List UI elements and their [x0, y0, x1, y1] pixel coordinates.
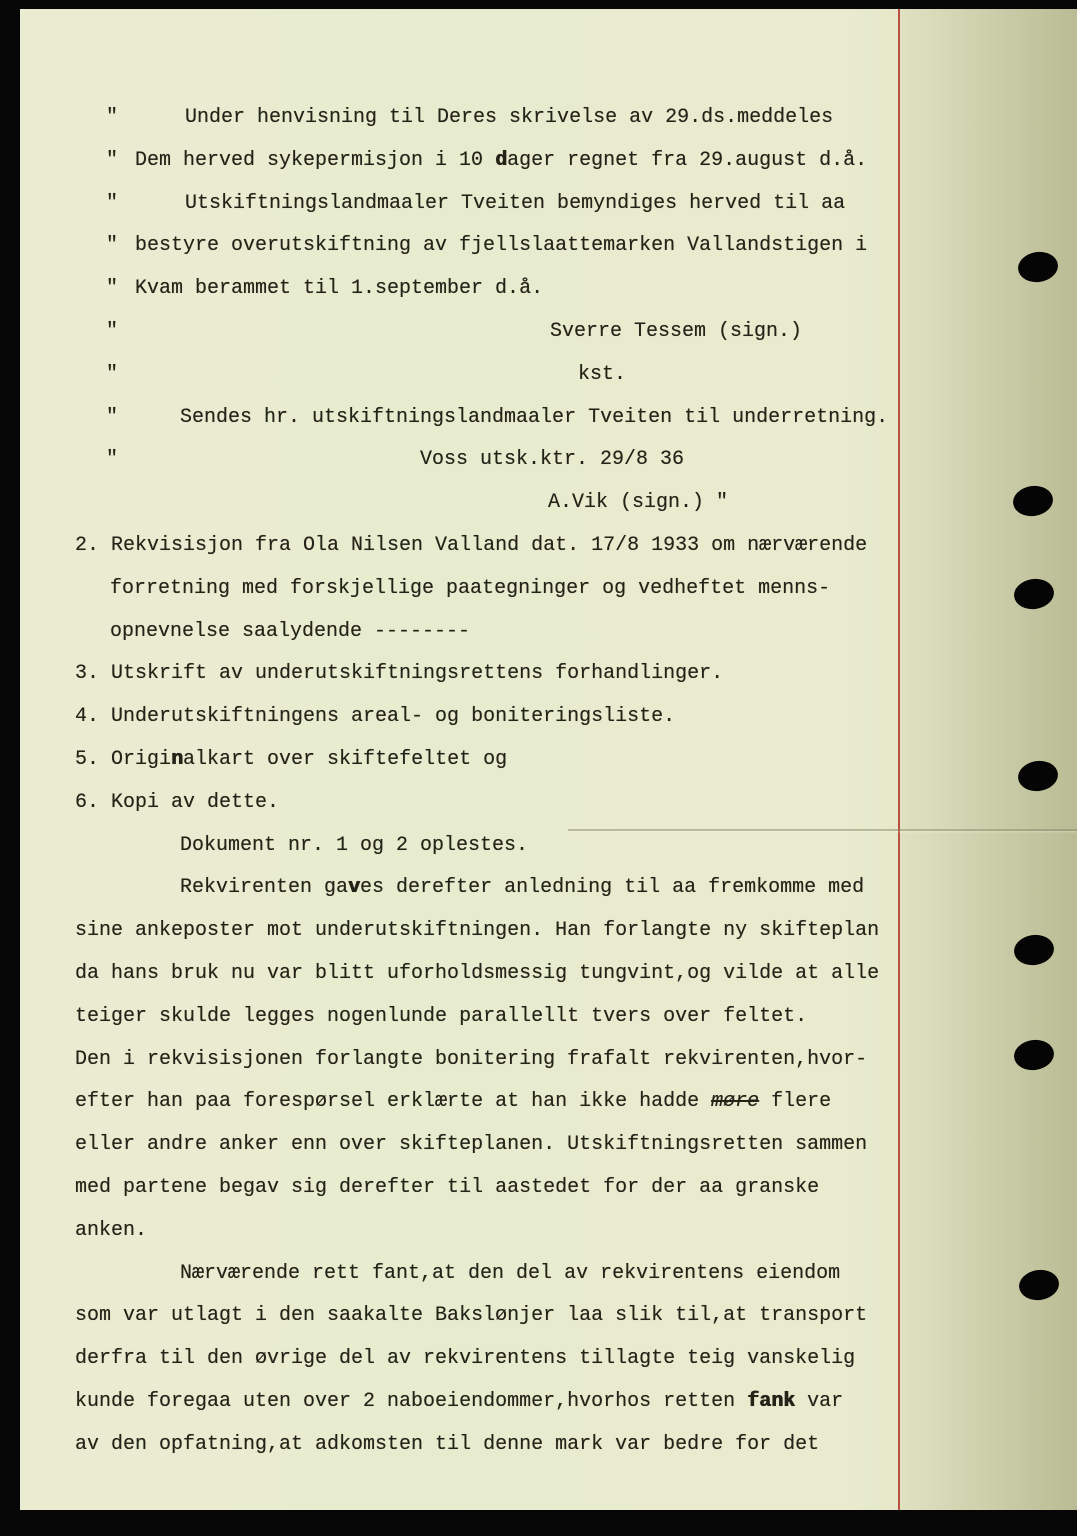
line-text [75, 748, 507, 771]
text-line [20, 183, 1077, 226]
plain-text: Dem herved sykepermisjon i 10 [135, 148, 496, 172]
line-text: teiger skulde legges nogenlunde parallellt tvers over feltet. [75, 1004, 808, 1028]
line-text [75, 1390, 843, 1413]
text-line [20, 910, 1077, 953]
quote-mark: " [106, 234, 119, 258]
plain-text: var [795, 1389, 844, 1413]
quote-mark: " [106, 148, 119, 172]
line-text: opnevnelse saalydende -------- [110, 619, 471, 643]
text-line [20, 953, 1077, 996]
text-line [20, 1210, 1077, 1253]
text-line [20, 611, 1077, 654]
plain-text: ager regnet fra 29.august d.å. [507, 148, 868, 172]
line-text: forretning med forskjellige paategninger og vedheftet menns- [110, 576, 831, 600]
quote-mark: " [106, 362, 119, 386]
page-lines [20, 97, 1077, 1467]
line-text: som var utlagt i den saakalte Bakslønjer laa slik til,at transport [75, 1304, 868, 1328]
line-text: Nærværende rett fant,at den del av rekvirentens eiendom [180, 1261, 841, 1285]
line-text [135, 149, 867, 172]
text-line [20, 1381, 1077, 1424]
overtyped-text: v [348, 876, 361, 900]
line-text: Kvam berammet til 1.september d.å. [135, 277, 544, 301]
text-line [20, 1039, 1077, 1082]
text-line [20, 996, 1077, 1039]
text-line [20, 1124, 1077, 1167]
text-line [20, 439, 1077, 482]
line-text: kst. [578, 362, 627, 386]
line-text: 3. Utskrift av underutskiftningsrettens forhandlinger. [75, 662, 724, 686]
line-text: da hans bruk nu var blitt uforholdsmessig tungvint,og vilde at alle [75, 961, 880, 985]
line-text: A.Vik (sign.) " [548, 491, 729, 515]
text-line [20, 140, 1077, 183]
text-line [20, 1253, 1077, 1296]
paper-sheet [20, 9, 1077, 1510]
line-text: bestyre overutskiftning av fjellslaattemarken Vallandstigen i [135, 234, 868, 258]
line-text: anken. [75, 1218, 148, 1242]
text-line [20, 1338, 1077, 1381]
text-line [20, 1295, 1077, 1338]
text-line [20, 825, 1077, 868]
quote-mark: " [106, 405, 119, 429]
plain-text: kunde foregaa uten over 2 naboeiendommer,hvorhos retten [75, 1389, 748, 1413]
overtyped-text: d [495, 148, 508, 172]
line-text: Utskiftningslandmaaler Tveiten bemyndiges herved til aa [185, 191, 846, 215]
text-line [20, 739, 1077, 782]
plain-text: 5. Origi [75, 747, 172, 771]
text-line [20, 311, 1077, 354]
line-text: 6. Kopi av dette. [75, 790, 280, 814]
text-line [20, 696, 1077, 739]
plain-text: flere [759, 1090, 832, 1114]
line-text: derfra til den øvrige del av rekvirentens tillagte teig vanskelig [75, 1347, 856, 1371]
line-text: Under henvisning til Deres skrivelse av 29.ds.meddeles [185, 106, 834, 129]
text-line [20, 354, 1077, 397]
struck-out-text: møre [711, 1090, 760, 1114]
plain-text: alkart over skiftefeltet og [183, 747, 508, 771]
text-line [20, 867, 1077, 910]
line-text: Den i rekvisisjonen forlangte bonitering frafalt rekvirenten,hvor- [75, 1047, 868, 1071]
line-text: Dokument nr. 1 og 2 oplestes. [180, 833, 529, 857]
quote-mark: " [106, 277, 119, 301]
plain-text: efter han paa forespørsel erklærte at han ikke hadde [75, 1090, 712, 1114]
text-line [20, 1081, 1077, 1124]
line-text [180, 876, 864, 899]
plain-text: Rekvirenten ga [180, 876, 349, 900]
line-text: 2. Rekvisisjon fra Ola Nilsen Valland dat. 17/8 1933 om nærværende [75, 533, 868, 557]
overtyped-text: n [171, 747, 184, 771]
line-text: av den opfatning,at adkomsten til denne mark var bedre for det [75, 1432, 820, 1456]
line-text: sine ankeposter mot underutskiftningen. Han forlangte ny skifteplan [75, 919, 880, 943]
text-line [20, 525, 1077, 568]
plain-text: es derefter anledning til aa fremkomme med [360, 876, 865, 900]
line-text: med partene begav sig derefter til aastedet for der aa granske [75, 1175, 820, 1199]
text-line [20, 1167, 1077, 1210]
line-text: 4. Underutskiftningens areal- og boniteringsliste. [75, 705, 676, 729]
text-line [20, 268, 1077, 311]
line-text [75, 1090, 831, 1113]
text-line [20, 482, 1077, 525]
quote-mark: " [106, 448, 119, 472]
line-text: Sverre Tessem (sign.) [550, 319, 803, 343]
text-line [20, 225, 1077, 268]
line-text: Voss utsk.ktr. 29/8 36 [420, 448, 685, 472]
quote-mark: " [106, 319, 119, 343]
text-line [20, 653, 1077, 696]
text-line [20, 397, 1077, 440]
line-text: eller andre anker enn over skifteplanen. Utskiftningsretten sammen [75, 1133, 868, 1157]
text-line [20, 97, 1077, 140]
quote-mark: " [106, 106, 119, 129]
overtyped-text: fank [747, 1389, 796, 1413]
text-line [20, 1424, 1077, 1467]
text-line [20, 568, 1077, 611]
text-line [20, 782, 1077, 825]
line-text: Sendes hr. utskiftningslandmaaler Tveiten til underretning. [180, 405, 889, 429]
quote-mark: " [106, 191, 119, 215]
